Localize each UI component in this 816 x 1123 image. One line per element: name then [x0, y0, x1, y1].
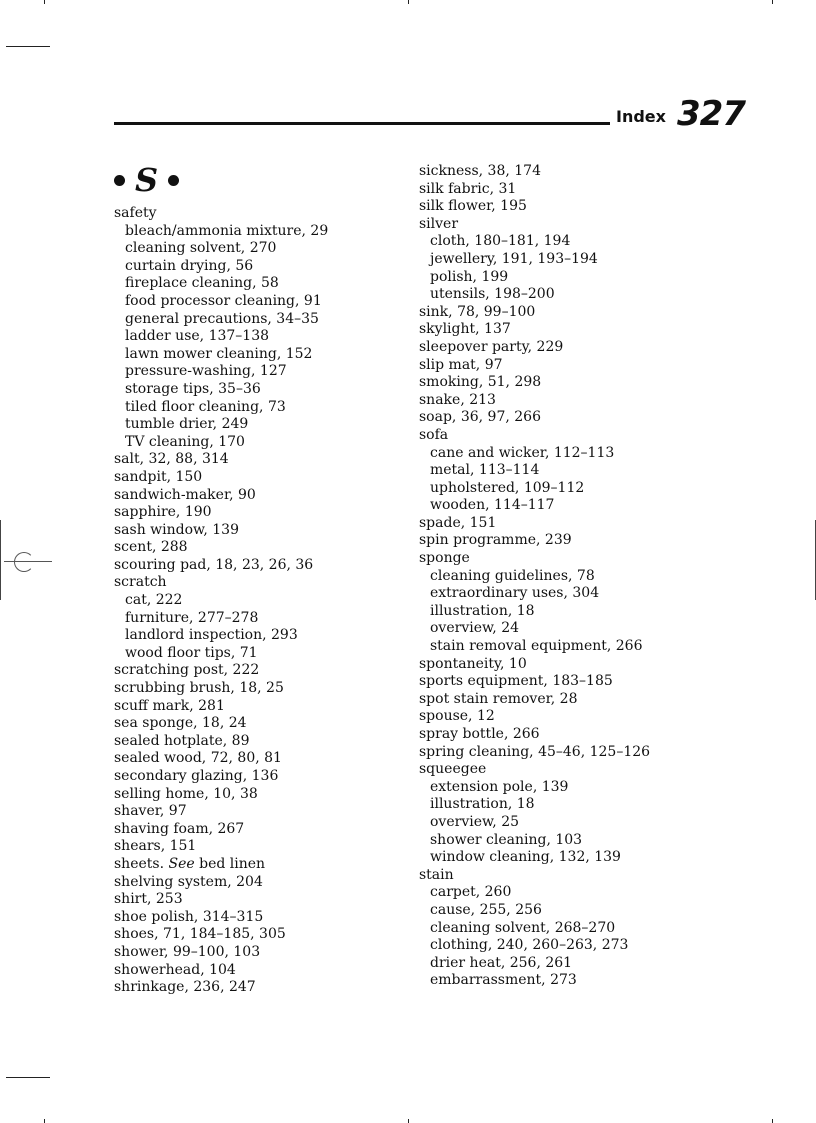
index-subentry: drier heat, 256, 261 — [430, 954, 573, 971]
index-entry: squeegee — [419, 761, 487, 778]
index-entry: spot stain remover, 28 — [419, 690, 578, 707]
index-subentry: shower cleaning, 103 — [430, 831, 583, 848]
index-entry: salt, 32, 88, 314 — [114, 451, 229, 468]
index-entry: selling home, 10, 38 — [114, 785, 258, 802]
index-subentry: bleach/ammonia mixture, 29 — [125, 222, 329, 239]
index-entry: shelving system, 204 — [114, 873, 263, 890]
index-entry: sandwich-maker, 90 — [114, 486, 256, 503]
index-entry: scratch — [114, 574, 167, 591]
index-subentry: furniture, 277–278 — [125, 609, 259, 626]
index-subentry: jewellery, 191, 193–194 — [430, 250, 598, 267]
index-entry: sealed wood, 72, 80, 81 — [114, 750, 282, 767]
index-entry: silk fabric, 31 — [419, 180, 517, 197]
index-entry: sofa — [419, 426, 449, 443]
page-number: 327 — [677, 94, 745, 134]
index-entry: shaving foam, 267 — [114, 820, 245, 837]
crop-mark-top-tick-1 — [44, 0, 45, 4]
index-entry: scent, 288 — [114, 539, 188, 556]
index-subentry: clothing, 240, 260–263, 273 — [430, 937, 629, 954]
crop-mark-bottom-tick-2 — [408, 1119, 409, 1123]
index-subentry: lawn mower cleaning, 152 — [125, 345, 313, 362]
index-entry: secondary glazing, 136 — [114, 768, 279, 784]
index-entry: shrinkage, 236, 247 — [114, 979, 256, 996]
index-subentry: extension pole, 139 — [430, 778, 569, 795]
index-entry: spray bottle, 266 — [419, 726, 540, 742]
index-entry: smoking, 51, 298 — [419, 374, 542, 391]
crop-mark-top-left — [6, 46, 50, 47]
index-entry: shears, 151 — [114, 838, 197, 855]
index-entry: shirt, 253 — [114, 891, 183, 908]
index-subentry: cleaning guidelines, 78 — [430, 567, 595, 584]
index-subentry: pressure-washing, 127 — [125, 363, 287, 380]
crop-mark-bottom-tick-3 — [772, 1119, 773, 1123]
index-entry: scouring pad, 18, 23, 26, 36 — [114, 556, 314, 573]
index-subentry: fireplace cleaning, 58 — [125, 275, 279, 292]
crop-mark-top-tick-2 — [408, 0, 409, 4]
index-subentry: extraordinary uses, 304 — [430, 585, 600, 602]
index-subentry: food processor cleaning, 91 — [125, 292, 322, 309]
index-subentry: carpet, 260 — [430, 884, 512, 901]
index-subentry: illustration, 18 — [430, 602, 535, 619]
index-entry: spring cleaning, 45–46, 125–126 — [419, 743, 651, 760]
bullet-icon — [114, 175, 125, 186]
index-entry: shoe polish, 314–315 — [114, 908, 264, 925]
index-subentry: overview, 25 — [430, 813, 520, 830]
registration-crosshair — [4, 561, 52, 562]
index-entry: stain — [419, 866, 454, 883]
index-entry: scratching post, 222 — [114, 662, 260, 679]
index-entry: sash window, 139 — [114, 521, 239, 538]
index-entry: sea sponge, 18, 24 — [114, 715, 247, 732]
index-subentry: utensils, 198–200 — [430, 286, 555, 303]
index-entry: sports equipment, 183–185 — [419, 673, 613, 690]
index-subentry: stain removal equipment, 266 — [430, 638, 643, 655]
index-subentry: cleaning solvent, 270 — [125, 240, 277, 257]
index-entry: silver — [419, 215, 459, 232]
index-entry: shower, 99–100, 103 — [114, 943, 261, 960]
index-subentry: overview, 24 — [430, 620, 520, 637]
index-column-right — [419, 163, 719, 990]
index-subentry: landlord inspection, 293 — [125, 627, 298, 644]
index-entry: shoes, 71, 184–185, 305 — [114, 926, 286, 943]
index-entry: sandpit, 150 — [114, 468, 203, 485]
crop-mark-bottom-left — [6, 1077, 50, 1078]
index-subentry: storage tips, 35–36 — [125, 380, 261, 397]
index-subentry: cloth, 180–181, 194 — [430, 233, 571, 250]
index-subentry: wood floor tips, 71 — [125, 644, 258, 661]
index-entry: sheets. See bed linen — [114, 855, 266, 872]
index-subentry: embarrassment, 273 — [430, 972, 577, 989]
registration-line-left — [0, 520, 1, 600]
index-column-left — [114, 205, 414, 997]
index-entry: soap, 36, 97, 266 — [419, 409, 541, 426]
index-entry: spin programme, 239 — [419, 532, 572, 549]
index-subentry: upholstered, 109–112 — [430, 479, 585, 496]
section-letter-heading — [114, 160, 179, 200]
index-subentry: cause, 255, 256 — [430, 901, 542, 918]
index-subentry: cleaning solvent, 268–270 — [430, 919, 616, 936]
bullet-icon — [168, 175, 179, 186]
index-entry: sleepover party, 229 — [419, 338, 564, 355]
header-section-label: Index — [616, 107, 666, 126]
index-subentry: curtain drying, 56 — [125, 257, 254, 274]
index-entry: skylight, 137 — [419, 321, 511, 338]
section-letter: S — [135, 161, 159, 199]
index-subentry: wooden, 114–117 — [430, 497, 555, 514]
index-entry: sponge — [419, 550, 470, 567]
index-subentry: tumble drier, 249 — [125, 416, 249, 433]
index-entry: spontaneity, 10 — [419, 655, 527, 672]
index-entry: slip mat, 97 — [419, 356, 503, 373]
index-entry: silk flower, 195 — [419, 198, 527, 215]
index-subentry: illustration, 18 — [430, 796, 535, 813]
index-entry: scrubbing brush, 18, 25 — [114, 680, 284, 697]
crop-mark-bottom-tick-1 — [44, 1119, 45, 1123]
index-subentry: cane and wicker, 112–113 — [430, 444, 615, 461]
index-entry: spade, 151 — [419, 514, 497, 531]
index-subentry: ladder use, 137–138 — [125, 328, 270, 345]
header-rule — [114, 122, 610, 125]
index-subentry: window cleaning, 132, 139 — [430, 849, 621, 866]
index-subentry: metal, 113–114 — [430, 462, 540, 479]
index-subentry: general precautions, 34–35 — [125, 310, 319, 327]
index-subentry: polish, 199 — [430, 268, 509, 285]
crop-mark-top-tick-3 — [772, 0, 773, 4]
index-entry: scuff mark, 281 — [114, 697, 225, 714]
index-subentry: tiled floor cleaning, 73 — [125, 398, 286, 415]
index-entry: safety — [114, 205, 157, 221]
index-entry: shaver, 97 — [114, 803, 187, 820]
index-entry: sickness, 38, 174 — [419, 163, 541, 179]
registration-mark-icon — [14, 552, 34, 572]
index-subentry: cat, 222 — [125, 592, 183, 609]
index-entry: snake, 213 — [419, 391, 496, 408]
index-entry: showerhead, 104 — [114, 961, 236, 978]
index-entry: sink, 78, 99–100 — [419, 303, 536, 320]
index-entry: sealed hotplate, 89 — [114, 732, 250, 749]
index-entry: spouse, 12 — [419, 708, 495, 725]
index-subentry: TV cleaning, 170 — [125, 433, 245, 450]
index-entry: sapphire, 190 — [114, 504, 212, 521]
